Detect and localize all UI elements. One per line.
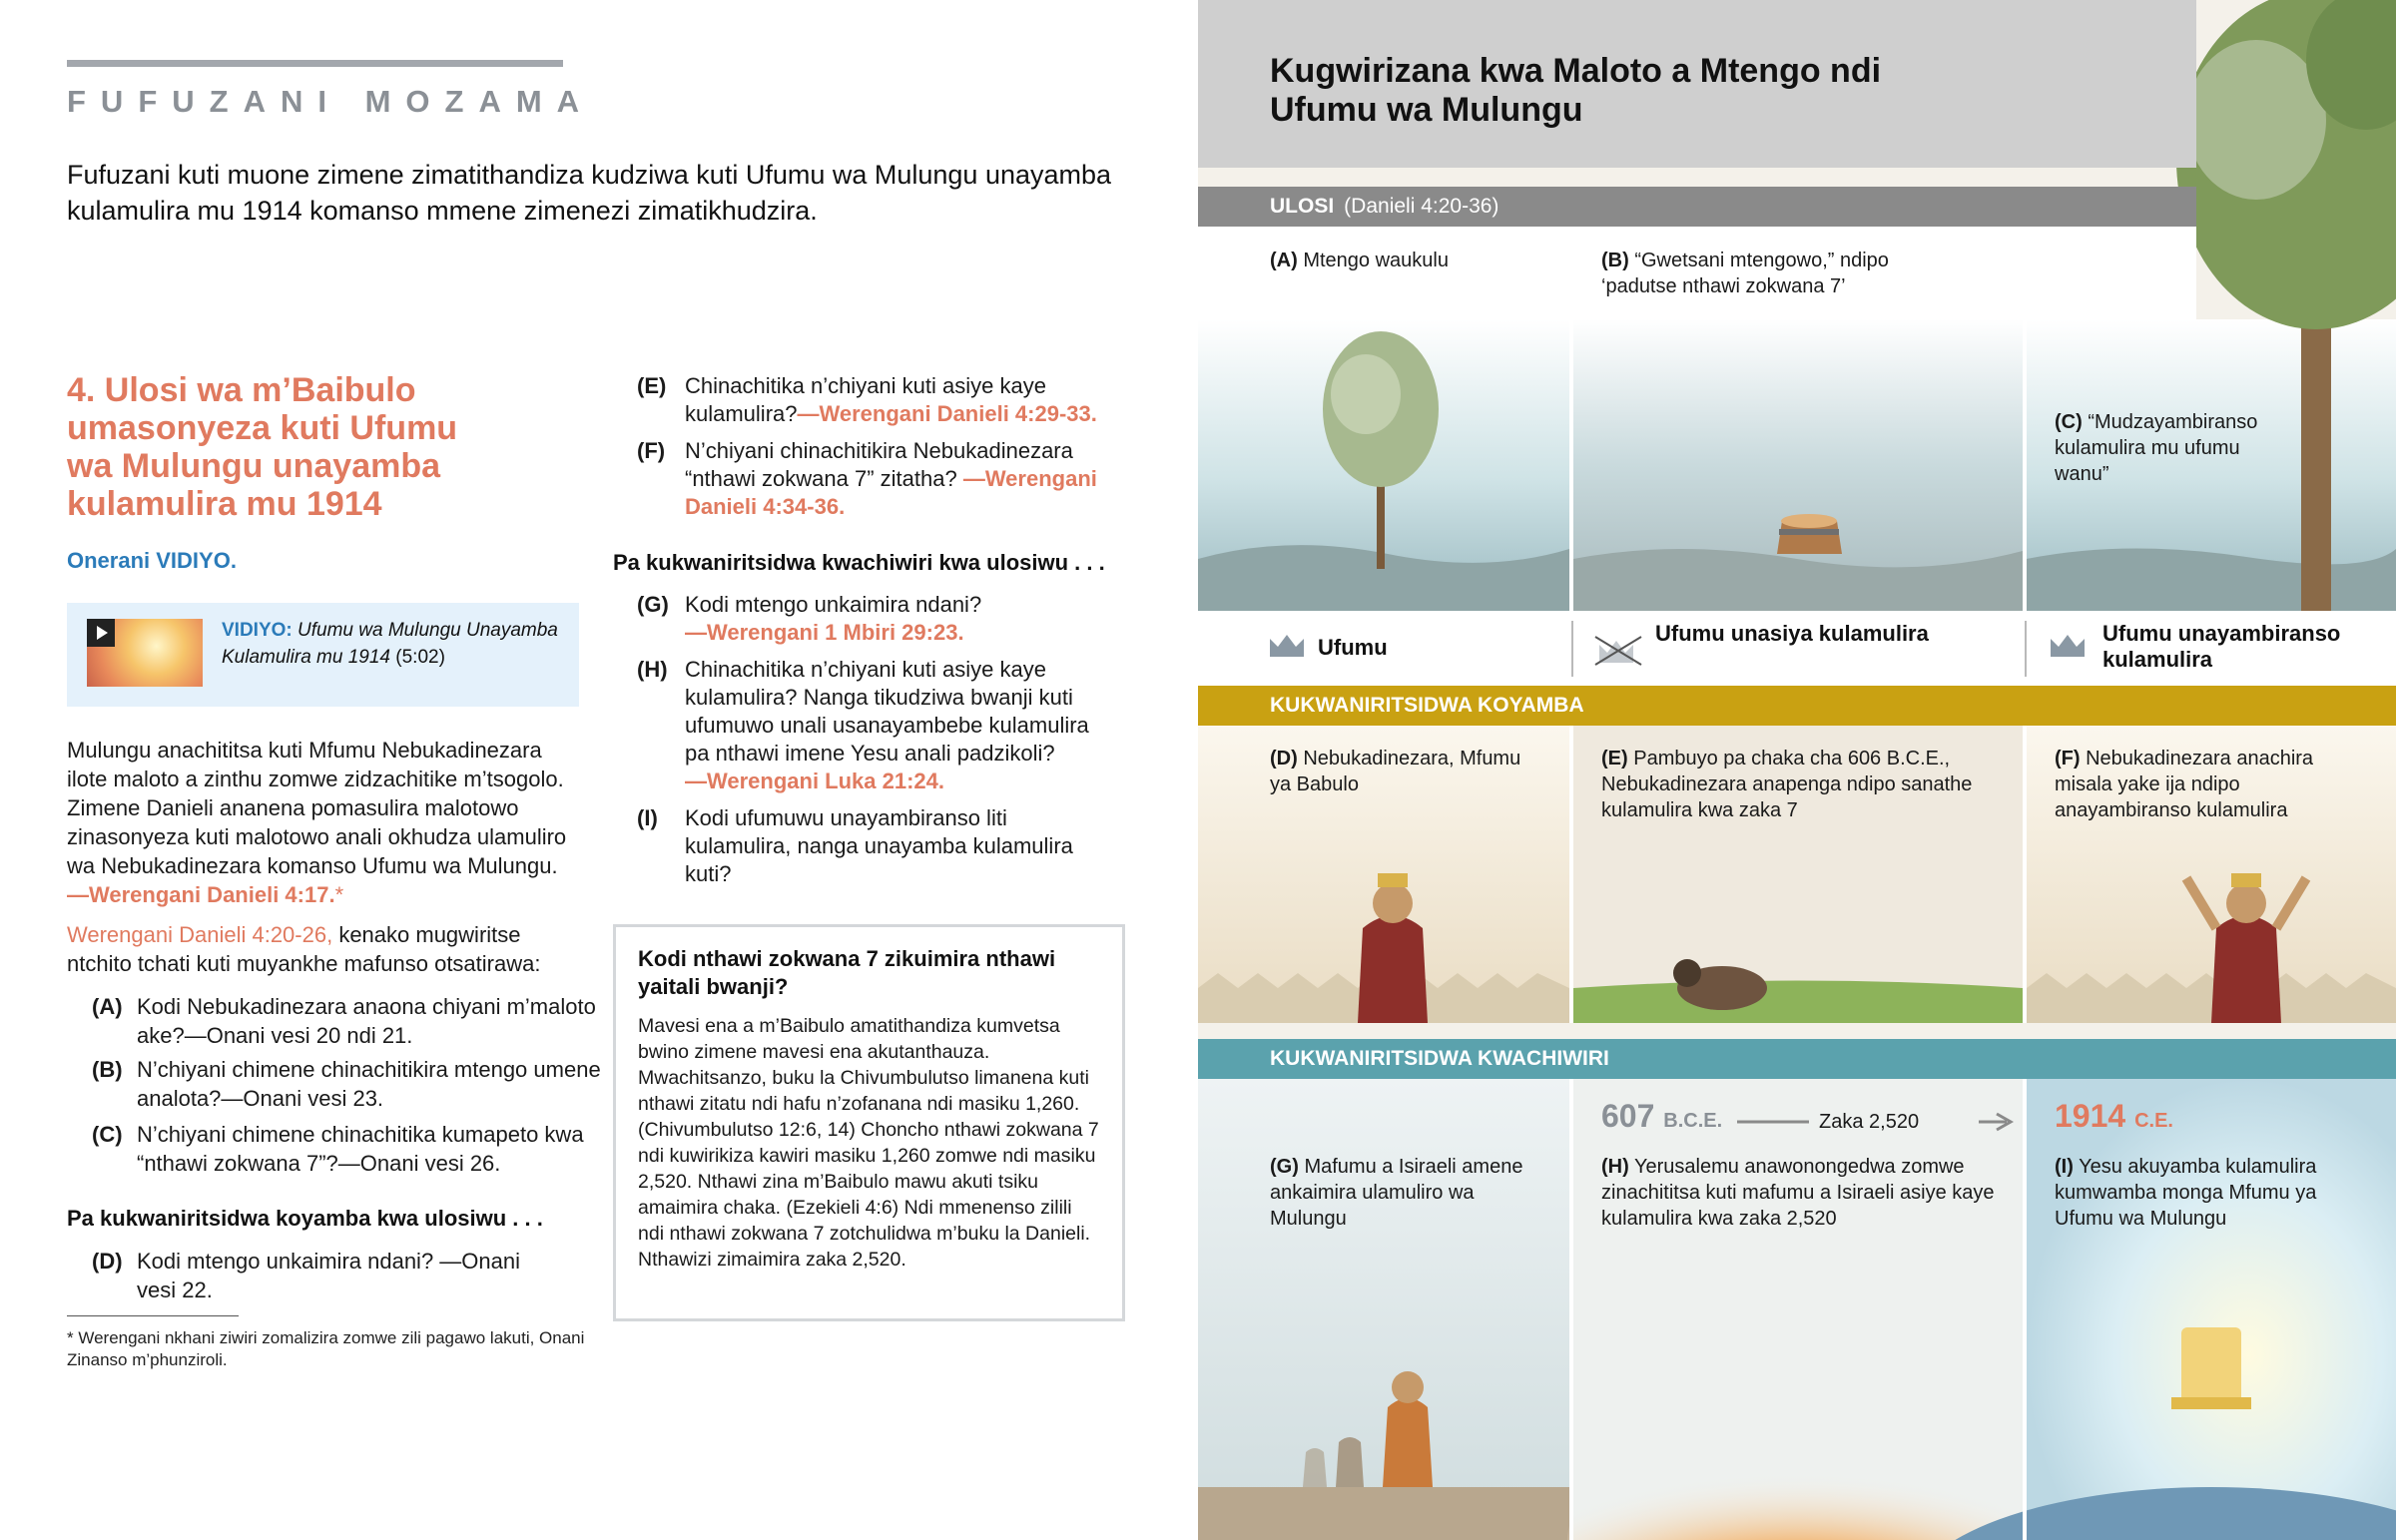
footnote-marker[interactable]: * <box>334 882 344 907</box>
item-letter: (F) <box>2055 748 2081 770</box>
question-b <box>67 1055 606 1113</box>
question-letter: (A) <box>92 994 123 1019</box>
timeline-start-year <box>1601 1098 1722 1135</box>
sidebar-box <box>613 924 1125 1321</box>
question-i <box>637 804 1116 888</box>
second-item-g <box>1270 1154 1529 1232</box>
prophecy-item-a <box>1270 248 1569 273</box>
item-letter: (D) <box>1270 748 1298 770</box>
scripture-link[interactable]: —Werengani 1 Mbiri 29:23. <box>685 620 964 645</box>
question-text: Kodi mtengo unkaimira ndani? <box>685 592 982 617</box>
kingdom-label-ceased: Ufumu unasiya kulamulira <box>1655 621 1929 646</box>
prophecy-reference: (Danieli 4:20-36) <box>1344 195 1499 218</box>
divider <box>1571 621 1573 677</box>
year-era: C.E. <box>2134 1110 2173 1132</box>
item-text: “Mudzayambiranso kulamulira mu ufumu wanu” <box>2055 411 2258 485</box>
top-rule <box>67 60 563 67</box>
second-fulfillment-strip: KUKWANIRITSIDWA KWACHIWIRI <box>1198 1039 2396 1079</box>
scripture-link-daniel-4-20[interactable]: Werengani Danieli 4:20-26, <box>67 922 333 947</box>
kingdom-label-restored: Ufumu unayambiranso kulamulira <box>2102 621 2341 672</box>
heading-first-fulfillment: Pa kukwaniritsidwa koyamba kwa ulosiwu . . . <box>67 1206 543 1231</box>
question-letter: (I) <box>637 805 658 830</box>
sidebar-box-body: Mavesi ena a m’Baibulo amatithandiza kumvetsa bwino zimene mavesi ena akutanthauza. Mwachitsanzo, buku la Chivumbulutso limanena kuti nthawi zitatu ndi hafu n’zofanana ndi masiku 1,260. (Chivumbulutso 12:6, 14) Choncho nthawi zokwana 7 ndi kuwirikiza kawiri masiku 1,260 zomwe ndi masiku 2,520. Nthawi zina m’Baibulo mawu akuti tsiku amaimira chaka. (Ezekieli 4:6) Ndi mmenenso zilili ndi nthawi zokwana 7 zotchulidwa m’buku la Danieli. Nthawizi zimaimira zaka 2,520. <box>638 1015 1099 1271</box>
question-text: N’chiyani chinachitikira Nebukadinezara “nthawi zokwana 7” zitatha? <box>685 438 1073 491</box>
item-text: Nebukadinezara anachira misala yake ija ndipo anayambiranso kulamulira <box>2055 748 2314 821</box>
watch-video-link[interactable]: Onerani VIDIYO. <box>67 548 237 573</box>
item-letter: (I) <box>2055 1156 2074 1178</box>
heavenly-throne <box>2171 1327 2251 1409</box>
paragraph-read-text: kenako mugwiritse ntchito tchati kuti muyankhe mafunso otsatirawa: <box>67 922 541 976</box>
scripture-link[interactable]: —Werengani Luka 21:24. <box>685 769 945 793</box>
question-letter: (D) <box>92 1249 123 1274</box>
item-text: Nebukadinezara, Mfumu ya Babulo <box>1270 748 1521 795</box>
question-text: N’chiyani chimene chinachitikira mtengo umene analota?—Onani vesi 23. <box>137 1057 601 1111</box>
prophecy-label: ULOSI <box>1270 195 1335 218</box>
question-text: Chinachitika n’chiyani kuti asiye kaye kulamulira? <box>685 373 1046 426</box>
item-letter: (H) <box>1601 1156 1629 1178</box>
play-icon[interactable] <box>87 619 115 647</box>
chart-title: Kugwirizana kwa Maloto a Mtengo ndi Ufumu wa Mulungu <box>1270 52 1882 129</box>
second-item-i <box>2055 1154 2354 1232</box>
question-e <box>637 372 1116 428</box>
grass-field <box>1573 981 2023 1024</box>
item-letter: (A) <box>1270 250 1298 271</box>
question-letter: (F) <box>637 438 666 463</box>
question-c <box>67 1120 606 1178</box>
question-letter: (G) <box>637 592 669 617</box>
section-title: 4. Ulosi wa m’Baibulo umasonyeza kuti Ufumu wa Mulungu unayamba kulamulira mu 1914 <box>67 371 458 523</box>
scripture-link-daniel-4-17[interactable]: —Werengani Danieli 4:17. <box>67 882 335 907</box>
intro-text: Fufuzani kuti muone zimene zimatithandiza kudziwa kuti Ufumu wa Mulungu unayamba kulamulira mu 1914 komanso mmene zimenezi zimatikhudzira. <box>67 160 1112 226</box>
question-letter: (B) <box>92 1057 123 1082</box>
item-text: Mafumu a Isiraeli amene ankaimira ulamuliro wa Mulungu <box>1270 1156 1523 1230</box>
item-letter: (E) <box>1601 748 1628 770</box>
timeline-span-label: Zaka 2,520 <box>1819 1111 1920 1133</box>
paragraph-dream-text: Mulungu anachititsa kuti Mfumu Nebukadinezara ilote maloto a zinthu zomwe zidzachitike m’tsogolo. Zimene Danieli ananena pomasulira malotowo zinasonyeza kuti malotowo anali okhudza ulamuliro wa Nebukadinezara komanso Ufumu wa Mulungu. <box>67 738 567 878</box>
video-duration: (5:02) <box>395 647 445 668</box>
heading-second-fulfillment: Pa kukwaniritsidwa kwachiwiri kwa ulosiwu . . . <box>613 550 1105 575</box>
scripture-link[interactable]: —Werengani Danieli 4:29-33. <box>797 401 1097 426</box>
item-text: Pambuyo pa chaka cha 606 B.C.E., Nebukadinezara anapenga ndipo sanathe kulamulira kwa zaka 7 <box>1601 748 1973 821</box>
item-letter: (G) <box>1270 1156 1299 1178</box>
footnote-rule <box>67 1315 239 1316</box>
question-text: Kodi Nebukadinezara anaona chiyani m’maloto ake?—Onani vesi 20 ndi 21. <box>137 994 596 1048</box>
year-value: 607 <box>1601 1098 1655 1134</box>
kingdom-status-row <box>1198 611 2396 686</box>
question-letter: (E) <box>637 373 667 398</box>
item-text: Mtengo waukulu <box>1303 250 1449 271</box>
video-title: Ufumu wa Mulungu Unayamba Kulamulira mu 1914 <box>222 620 558 668</box>
item-letter: (C) <box>2055 411 2083 433</box>
prophecy-strip <box>1198 187 2196 227</box>
question-a <box>67 992 606 1050</box>
item-text: Yerusalemu anawonongedwa zomwe zinachititsa kuti mafumu a Isiraeli asiye kaye kulamulira kwa zaka 2,520 <box>1601 1156 1995 1230</box>
question-letter: (H) <box>637 657 668 682</box>
first-item-d <box>1270 746 1529 797</box>
paragraph-dream <box>67 736 579 909</box>
sidebar-box-title: Kodi nthawi zokwana 7 zikuimira nthawi yaitali bwanji? <box>638 946 1056 999</box>
second-fulfillment-bg-i <box>2027 1079 2396 1540</box>
footnote: * Werengani nkhani ziwiri zomalizira zomwe zili pagawo lakuti, Onani Zinanso m’phunziroli. <box>67 1328 585 1369</box>
kingdom-label-rule: Ufumu <box>1318 635 1388 660</box>
prophecy-item-c <box>2055 409 2264 487</box>
prophecy-chart <box>1198 0 2396 1540</box>
crown-crossed-icon <box>1593 633 1643 667</box>
crown-icon <box>2049 633 2087 659</box>
year-value: 1914 <box>2055 1098 2126 1134</box>
video-caption <box>222 617 571 671</box>
timeline-end-year <box>2055 1098 2173 1135</box>
year-era: B.C.E. <box>1663 1110 1723 1132</box>
question-text: Chinachitika n’chiyani kuti asiye kaye kulamulira? Nanga tikudziwa bwanji kuti ufumuwo unali usanayambebe kulamulira pa nthawi imene Yesu anali padzikoli? <box>685 657 1089 766</box>
first-item-e <box>1601 746 2001 823</box>
question-text: Kodi mtengo unkaimira ndani? —Onani vesi 22. <box>137 1249 521 1302</box>
question-h <box>637 656 1116 795</box>
question-text: Kodi ufumuwu unayambiranso liti kulamulira, nanga unayamba kulamulira kuti? <box>685 805 1073 886</box>
question-d <box>67 1247 536 1304</box>
prophecy-item-b <box>1601 248 1961 299</box>
item-text: Yesu akuyamba kulamulira kumwamba monga Mfumu ya Ufumu wa Mulungu <box>2055 1156 2317 1230</box>
video-card[interactable] <box>67 603 579 707</box>
video-thumbnail[interactable] <box>87 619 203 687</box>
video-label: VIDIYO: <box>222 620 293 641</box>
scripture-link[interactable]: —Werengani Danieli 4:34-36. <box>685 466 1097 519</box>
question-letter: (C) <box>92 1122 123 1147</box>
section-kicker: FUFUZANI MOZAMA <box>67 84 595 119</box>
divider <box>2025 621 2027 677</box>
question-text: N’chiyani chimene chinachitika kumapeto kwa “nthawi zokwana 7”?—Onani vesi 26. <box>137 1122 584 1176</box>
item-text: “Gwetsani mtengowo,” ndipo ‘padutse nthawi zokwana 7’ <box>1601 250 1889 297</box>
second-item-h <box>1601 1154 2001 1232</box>
paragraph-read <box>67 920 579 978</box>
crown-icon <box>1268 633 1306 659</box>
first-fulfillment-strip: KUKWANIRITSIDWA KOYAMBA <box>1198 686 2396 726</box>
question-g <box>637 591 1116 647</box>
first-item-f <box>2055 746 2354 823</box>
second-fulfillment-bg-g <box>1198 1079 1569 1540</box>
item-letter: (B) <box>1601 250 1629 271</box>
question-f <box>637 437 1116 521</box>
